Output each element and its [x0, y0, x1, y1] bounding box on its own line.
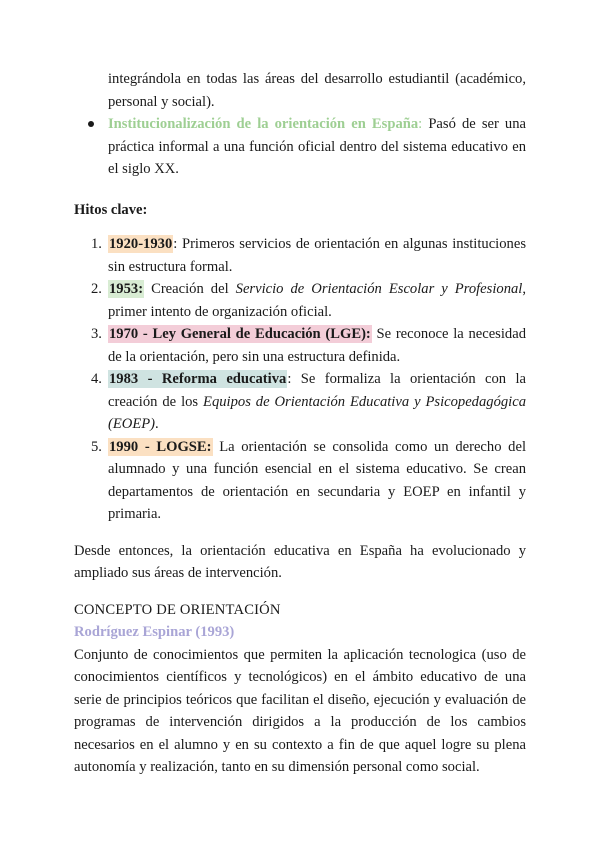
page-content	[74, 68, 526, 779]
hito-text: La orientación se consolida como un derecho del alumnado y una función esencial en el sistema educativo. Se crean departamentos de orientación en secundaria y EOEP en infantil y primaria.	[108, 438, 526, 522]
desde-paragraph: Desde entonces, la orientación educativa en España ha evolucionado y ampliado sus áreas de intervención.	[74, 542, 526, 581]
hito-item-2	[74, 278, 526, 323]
hito-item-3	[74, 323, 526, 368]
hito-label: 1990 - LOGSE:	[109, 438, 212, 455]
hito-italic-text: Servicio de Orientación Escolar y Profesional	[235, 281, 523, 297]
hito-text: Se reconoce la necesidad de la orientación, pero sin una estructura definida.	[108, 326, 526, 365]
hito-text-before: Creación del	[144, 281, 236, 297]
bullet-colon: :	[418, 116, 423, 132]
continued-line-1: integrándola en todas las áreas del desarrollo estudiantil (académico,	[108, 71, 526, 87]
hito-label: 1953:	[109, 281, 144, 297]
hito-number: 3.	[91, 326, 102, 342]
continued-bullet-text	[108, 68, 526, 113]
bullet-text: Pasó de ser una práctica informal a una función oficial dentro del sistema educativo en el siglo XX.	[108, 116, 527, 177]
hito-label: 1920-1930	[109, 236, 173, 252]
bullet-heading: Institucionalización de la orientación en España	[108, 116, 419, 132]
bullet-institucionalizacion	[74, 113, 526, 181]
hito-label: 1970 - Ley General de Educación (LGE):	[109, 326, 371, 342]
hito-number: 2.	[91, 281, 102, 297]
hitos-heading: Hitos clave:	[74, 201, 148, 218]
hitos-list	[74, 233, 526, 526]
continued-line-2: personal y social).	[108, 93, 215, 110]
hito-number: 4.	[91, 371, 102, 387]
hito-item-1	[74, 233, 526, 278]
hito-italic-text: Equipos de Orientación Educativa y Psicopedagógica (EOEP)	[108, 393, 526, 432]
hito-label: 1983 - Reforma educativa	[109, 371, 287, 387]
hito-number: 1.	[91, 236, 102, 252]
hito-item-5	[74, 436, 526, 526]
hito-text-after: , primer intento de organización oficial.	[108, 281, 526, 320]
hito-text: : Primeros servicios de orientación en algunas instituciones sin estructura formal.	[108, 236, 526, 275]
hito-text-after: .	[155, 416, 159, 432]
hito-item-4	[74, 368, 526, 436]
hito-text-before: : Se formaliza la orientación con la creación de los	[108, 371, 527, 410]
bullet-dot	[88, 121, 94, 127]
hito-number: 5.	[91, 438, 102, 455]
concept-title: CONCEPTO DE ORIENTACIÓN	[74, 601, 281, 618]
concept-author: Rodríguez Espinar (1993)	[74, 624, 235, 640]
concept-definition: Conjunto de conocimientos que permiten la aplicación tecnologica (uso de conocimientos científicos y tecnológicos) en el ámbito educativo de una serie de principios teóricos que facilitan el diseño, ejecución y evaluación de programas de intervención dirigidos a la producción de los cambios necesarios en el alumno y en su contexto a fin de que aquel logre su plena autonomía y realización, tanto en su dimensión personal como social.	[74, 646, 526, 775]
